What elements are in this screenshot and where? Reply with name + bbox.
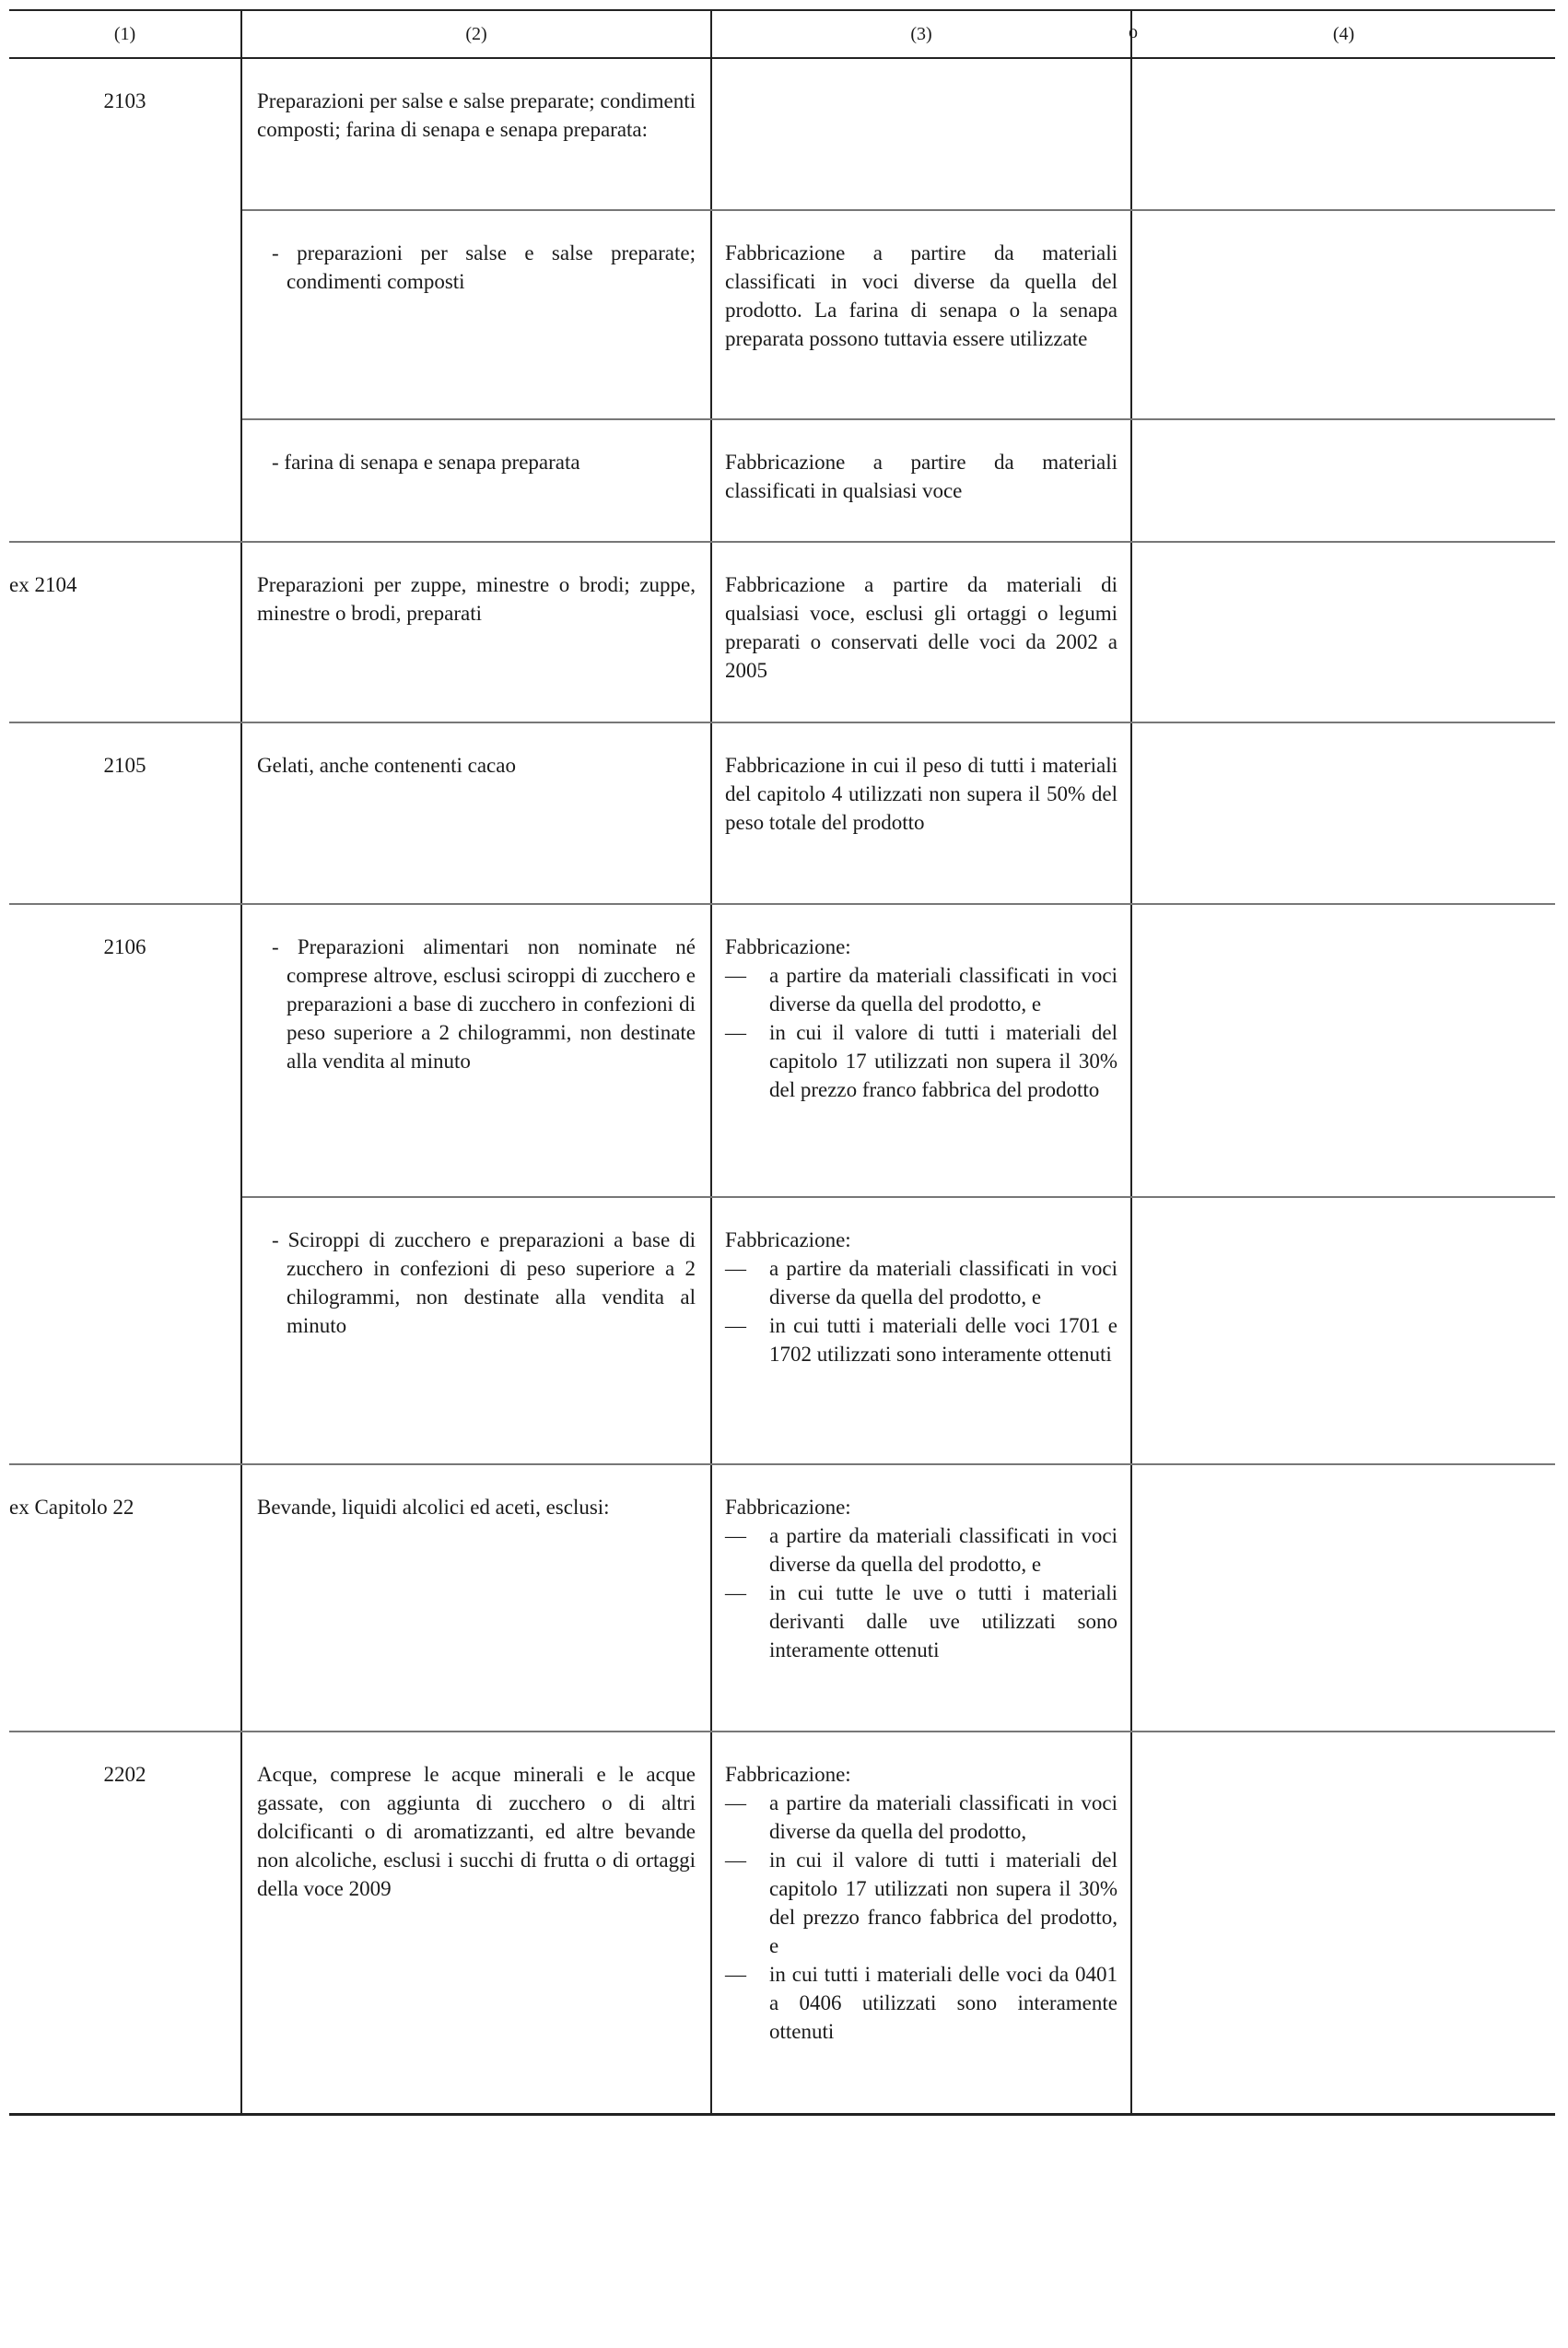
rule-cell — [711, 1197, 1131, 1464]
code-cell: 2105 — [9, 722, 241, 904]
description-cell: Acque, comprese le acque minerali e le acque gassate, con aggiunta di zucchero o di altri dolcificanti o di aromatizzanti, ed altre bevande non alcoliche, esclusi i succhi di frutta o di ortaggi della voce 2009 — [241, 1732, 711, 2114]
description-cell — [241, 419, 711, 542]
rule-item-text: in cui tutte le uve o tutti i materiali derivanti dalle uve utilizzati sono interamente ottenuti — [769, 1581, 1117, 1661]
description-cell — [241, 1197, 711, 1464]
rule-item — [725, 1018, 1117, 1104]
rules-table — [9, 9, 1555, 2116]
dash-mark: — — [725, 1524, 746, 1547]
rule-item — [725, 1789, 1117, 1846]
table-row — [9, 904, 1555, 1197]
dash-mark: — — [725, 1581, 746, 1604]
alt-rule-cell — [1131, 904, 1555, 1197]
alt-rule-cell — [1131, 1732, 1555, 2114]
rule-cell — [711, 58, 1131, 210]
description-text: - Sciroppi di zucchero e preparazioni a base di zucchero in confezioni di peso superiore a 2 chilogrammi, non destinate alla vendita al minuto — [272, 1228, 696, 1337]
dash-mark: — — [725, 1021, 746, 1044]
description-cell: Preparazioni per zuppe, minestre o brodi; zuppe, minestre o brodi, preparati — [241, 542, 711, 722]
rule-item-text: a partire da materiali classificati in voci diverse da quella del prodotto, e — [769, 1524, 1117, 1576]
rule-item-text: a partire da materiali classificati in voci diverse da quella del prodotto, e — [769, 964, 1117, 1016]
alt-rule-cell — [1131, 419, 1555, 542]
description-text: - farina di senapa e senapa preparata — [272, 451, 580, 474]
table-row — [9, 1732, 1555, 2114]
rule-item-text: in cui il valore di tutti i materiali del capitolo 17 utilizzati non supera il 30% del prezzo franco fabbrica del prodotto — [769, 1021, 1117, 1101]
rule-item — [725, 1960, 1117, 2046]
rule-item — [725, 961, 1117, 1018]
description-cell — [241, 210, 711, 419]
table-row — [9, 58, 1555, 210]
rules-table-page — [9, 9, 1555, 2116]
rule-cell: Fabbricazione a partire da materiali classificati in voci diverse da quella del prodotto. La farina di senapa o la senapa preparata possono tuttavia essere utilizzate — [711, 210, 1131, 419]
rule-item-text: in cui il valore di tutti i materiali del capitolo 17 utilizzati non supera il 30% del prezzo franco fabbrica del prodotto, e — [769, 1849, 1117, 1957]
table-row — [9, 419, 1555, 542]
table-row — [9, 542, 1555, 722]
alt-rule-cell — [1131, 58, 1555, 210]
alt-rule-cell — [1131, 722, 1555, 904]
description-cell — [241, 904, 711, 1197]
table-row — [9, 722, 1555, 904]
header-col2: (2) — [241, 10, 711, 58]
code-cell: 2103 — [9, 58, 241, 542]
rule-cell: Fabbricazione in cui il peso di tutti i materiali del capitolo 4 utilizzati non supera il 50% del peso totale del prodotto — [711, 722, 1131, 904]
alt-rule-cell — [1131, 1197, 1555, 1464]
rule-item — [725, 1254, 1117, 1311]
description-cell: Bevande, liquidi alcolici ed aceti, esclusi: — [241, 1464, 711, 1732]
description-cell: Gelati, anche contenenti cacao — [241, 722, 711, 904]
header-row — [9, 10, 1555, 58]
code-cell: ex 2104 — [9, 542, 241, 722]
rule-cell: Fabbricazione a partire da materiali classificati in qualsiasi voce — [711, 419, 1131, 542]
table-row — [9, 210, 1555, 419]
description-text: - preparazioni per salse e salse preparate; condimenti composti — [272, 241, 696, 293]
table-row — [9, 1197, 1555, 1464]
table-row — [9, 1464, 1555, 1732]
description-cell: Preparazioni per salse e salse preparate; condimenti composti; farina di senapa e senapa preparata: — [241, 58, 711, 210]
rule-cell — [711, 1732, 1131, 2114]
dash-mark: — — [725, 964, 746, 987]
dash-mark: — — [725, 1791, 746, 1814]
code-cell: 2106 — [9, 904, 241, 1464]
rule-cell — [711, 1464, 1131, 1732]
code-cell: 2202 — [9, 1732, 241, 2114]
dash-mark: — — [725, 1963, 746, 1986]
alt-rule-cell — [1131, 1464, 1555, 1732]
header-col4: (4) — [1131, 10, 1555, 58]
rule-cell: Fabbricazione a partire da materiali di qualsiasi voce, esclusi gli ortaggi o legumi preparati o conservati delle voci da 2002 a 2005 — [711, 542, 1131, 722]
dash-mark: — — [725, 1257, 746, 1280]
rule-cell — [711, 904, 1131, 1197]
rule-intro: Fabbricazione: — [725, 935, 851, 958]
rule-item — [725, 1579, 1117, 1664]
dash-mark: — — [725, 1849, 746, 1872]
rule-item — [725, 1846, 1117, 1960]
header-col3-cell — [711, 10, 1131, 58]
rule-item-text: in cui tutti i materiali delle voci 1701 e 1702 utilizzati sono interamente ottenuti — [769, 1314, 1117, 1366]
header-col3: (3) — [910, 24, 932, 44]
rule-item-text: a partire da materiali classificati in voci diverse da quella del prodotto, — [769, 1791, 1117, 1843]
alt-rule-cell — [1131, 210, 1555, 419]
rule-intro: Fabbricazione: — [725, 1496, 851, 1519]
rule-item-text: in cui tutti i materiali delle voci da 0401 a 0406 utilizzati sono interamente ottenuti — [769, 1963, 1117, 2043]
rule-intro: Fabbricazione: — [725, 1763, 851, 1786]
rule-item — [725, 1311, 1117, 1368]
code-cell: ex Capitolo 22 — [9, 1464, 241, 1732]
rule-intro: Fabbricazione: — [725, 1228, 851, 1251]
dash-mark: — — [725, 1314, 746, 1337]
description-text: - Preparazioni alimentari non nominate né comprese altrove, esclusi sciroppi di zucchero e preparazioni a base di zucchero in confezioni di peso superiore a 2 chilogrammi, non destinate alla vendita al minuto — [272, 935, 696, 1073]
header-col1: (1) — [9, 10, 241, 58]
or-marker: o — [1129, 22, 1138, 42]
rule-item — [725, 1521, 1117, 1579]
rule-item-text: a partire da materiali classificati in voci diverse da quella del prodotto, e — [769, 1257, 1117, 1309]
alt-rule-cell — [1131, 542, 1555, 722]
